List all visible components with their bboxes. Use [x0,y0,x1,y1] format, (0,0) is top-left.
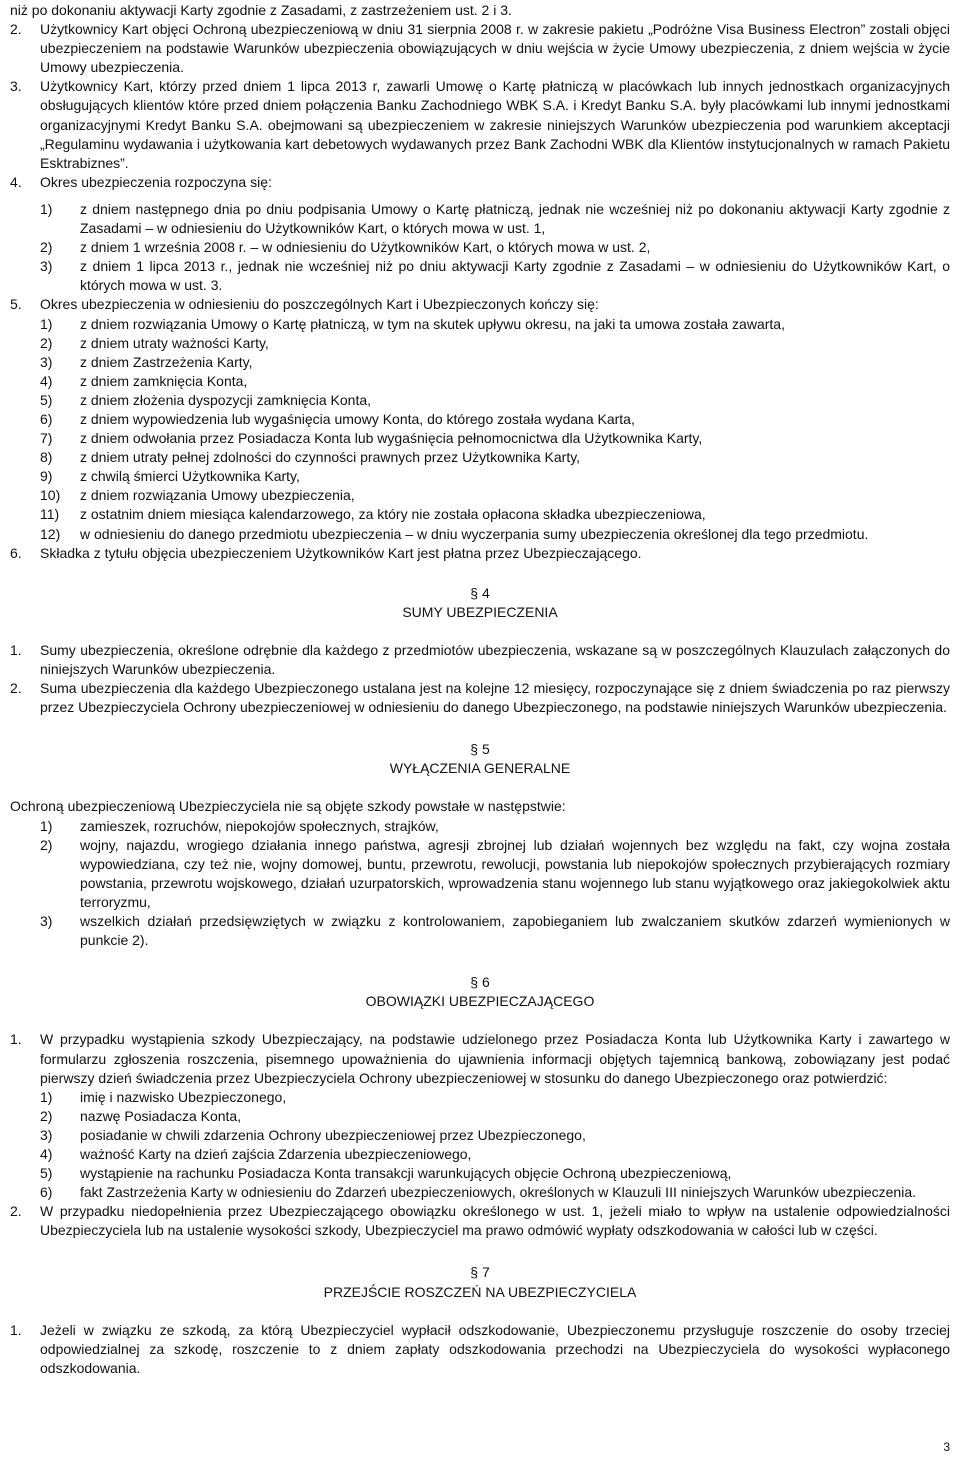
item-text: z dniem rozwiązania Umowy o Kartę płatniczą, w tym na skutek upływu okresu, na jaki ta umowa została zawarta, [80,315,785,332]
item-number: 12) [40,525,61,542]
clause-5-item-4 [10,372,950,391]
item-number: 2) [40,836,53,853]
clause-5-item-6 [10,410,950,429]
clause-text: Użytkownicy Kart objęci Ochroną ubezpieczeniową w dniu 31 sierpnia 2008 r. w zakresie pakietu „Podróżne Visa Business Electron” zostali objęci ubezpieczeniem na podstawie Warunków ubezpieczenia obowiązujących w dniu wejścia w życie Umowy ubezpieczenia, z dniem wejścia w życie Umowy ubezpieczenia. [40,21,950,76]
item-number: 3) [40,913,53,930]
clause-text: Okres ubezpieczenia w odniesieniu do poszczególnych Kart i Ubezpieczonych kończy się: [40,296,599,313]
item-text: ważność Karty na dzień zajścia Zdarzenia ubezpieczeniowego, [80,1145,472,1162]
item-number: 6) [40,410,53,427]
clause-3 [10,77,950,172]
clause-6 [10,544,950,563]
clause-5-item-3 [10,353,950,372]
item-text: wystąpienie na rachunku Posiadacza Konta transakcji warunkujących objęcie Ochroną ubezpieczeniową, [80,1165,732,1182]
section-6-clause-1-item-6 [10,1183,950,1202]
section-number: § 4 [470,584,490,601]
section-5-item-3 [10,912,950,950]
clause-text: W przypadku wystąpienia szkody Ubezpieczający, na podstawie udzielonego przez Posiadacza Konta lub Użytkownika Karty i zawartego w formularzu zgłoszenia roszczenia, pisemnego upoważnienia do ujawnienia informacji objętych tajemnicą bankową, zobowiązany jest podać pierwszy dzień świadczenia przez Ubezpieczyciela Ochrony ubezpieczeniowej w stosunku do danego Ubezpieczonego oraz potwierdzić: [40,1031,950,1086]
clause-text: Użytkownicy Kart, którzy przed dniem 1 lipca 2013 r, zawarli Umowę o Kartę płatniczą w placówkach lub innych jednostkach organizacyjnych obsługujących klientów które przed dniem połączenia Banku Zachodniego WBK S.A. i Kredyt Banku S.A. były placówkami lub innymi jednostkami organizacyjnymi Kredyt Banku S.A. obejmowani są ubezpieczeniem w zakresie niniejszych Warunków ubezpieczenia pod warunkiem akceptacji „Regulaminu wydawania i użytkowania kart debetowych wydawanych przez Bank Zachodni WBK dla Klientów instytucjonalnych w ramach Pakietu Esktrabiznes”. [40,78,950,171]
item-text: fakt Zastrzeżenia Karty w odniesieniu do Zdarzeń ubezpieczeniowych, określonych w Klauzuli III niniejszych Warunków ubezpieczenia. [80,1184,917,1201]
item-text: z dniem złożenia dyspozycji zamknięcia Konta, [80,391,372,408]
section-title: WYŁĄCZENIA GENERALNE [389,760,571,777]
section-5-intro: Ochroną ubezpieczeniową Ubezpieczyciela nie są objęte szkody powstałe w następstwie: [10,798,566,815]
clause-text: Sumy ubezpieczenia, określone odrębnie dla każdego z przedmiotów ubezpieczenia, wskazane są w poszczególnych Klauzulach załączonych do niniejszych Warunków ubezpieczenia. [40,641,950,677]
section-title: OBOWIĄZKI UBEZPIECZAJĄCEGO [365,993,595,1010]
item-text: z dniem utraty ważności Karty, [80,334,269,351]
section-number: § 6 [470,974,490,991]
lead-paragraph: niż po dokonaniu aktywacji Karty zgodnie z Zasadami, z zastrzeżeniem ust. 2 i 3. [10,2,512,18]
item-text: z dniem 1 września 2008 r. – w odniesieniu do Użytkowników Kart, o których mowa w ust. 2, [80,239,651,256]
item-number: 1) [40,200,53,217]
section-6-clause-1-item-1 [10,1088,950,1107]
section-title: SUMY UBEZPIECZENIA [402,603,558,620]
item-number: 3) [40,258,53,275]
section-heading-7 [10,1263,950,1301]
item-text: imię i nazwisko Ubezpieczonego, [80,1088,287,1105]
section-heading-6 [10,973,950,1011]
item-text: z dniem Zastrzeżenia Karty, [80,353,253,370]
clause-5-item-12 [10,525,950,544]
clause-text: Jeżeli w związku ze szkodą, za którą Ubezpieczyciel wypłacił odszkodowanie, Ubezpieczonemu przysługuje roszczenie do osoby trzeciej odpowiedzialnej za szkodę, roszczenie to z dniem zapłaty odszkodowania przechodzi na Ubezpieczyciela do wysokości wypłaconego odszkodowania. [40,1321,950,1376]
section-number: § 5 [470,741,490,758]
item-text: wojny, najazdu, wrogiego działania innego państwa, agresji zbrojnej lub działań wojennych bez względu na fakt, czy wojna została wypowiedziana, czy też nie, wojny domowej, buntu, przewrotu, rewolucji, powstania lub niepokojów społecznych przybierających rozmiary powstania, przewrotu wojskowego, działań uzurpatorskich, wprowadzenia stanu wojennego lub stanu wyjątkowego oraz jakiegokolwiek aktu terroryzmu, [80,836,950,910]
clause-4-item-1 [10,200,950,238]
item-text: z dniem 1 lipca 2013 r., jednak nie wcześniej niż po dniu aktywacji Karty zgodnie z Zasadami – w odniesieniu do Użytkowników Kart, o których mowa w ust. 3. [80,258,950,294]
clause-5-item-2 [10,334,950,353]
clause-number: 2. [10,21,22,38]
section-4-clause-1 [10,641,950,679]
section-heading-4 [10,584,950,622]
section-6-clause-1-item-3 [10,1126,950,1145]
section-5-item-2 [10,836,950,912]
clause-number: 5. [10,296,22,313]
clause-text: W przypadku niedopełnienia przez Ubezpieczającego obowiązku określonego w ust. 1, jeżeli miało to wpływ na ustalenie odpowiedzialności Ubezpieczyciela lub na ustalenie wysokości szkody, Ubezpieczyciel ma prawo odmówić wypłaty odszkodowania w całości lub w części. [40,1203,950,1239]
clause-number: 4. [10,173,22,190]
clause-number: 2. [10,1203,22,1220]
page-number: 3 [943,1439,950,1454]
section-6-clause-2 [10,1202,950,1240]
section-7-clause-1 [10,1321,950,1378]
clause-5-item-7 [10,429,950,448]
item-number: 9) [40,468,53,485]
section-6-clause-1 [10,1030,950,1087]
section-5-item-1 [10,817,950,836]
clause-text: Okres ubezpieczenia rozpoczyna się: [40,173,272,190]
item-text: z dniem następnego dnia po dniu podpisania Umowy o Kartę płatniczą, jednak nie wcześniej niż po dokonaniu aktywacji Karty zgodnie z Zasadami – w odniesieniu do Użytkowników Kart, o których mowa w ust. 1, [80,200,950,237]
item-number: 2) [40,1107,53,1124]
item-text: wszelkich działań przedsięwziętych w związku z kontrolowaniem, zapobieganiem lub zwalczaniem skutków zdarzeń wymienionych w punkcie 2). [80,913,950,949]
item-number: 3) [40,1126,53,1143]
item-text: zamieszek, rozruchów, niepokojów społecznych, strajków, [80,817,439,834]
item-number: 3) [40,353,53,370]
item-text: nazwę Posiadacza Konta, [80,1107,242,1124]
item-text: w odniesieniu do danego przedmiotu ubezpieczenia – w dniu wyczerpania sumy ubezpieczenia określonej dla tego przedmiotu. [80,525,869,542]
item-number: 2) [40,239,53,256]
item-text: z dniem wypowiedzenia lub wygaśnięcia umowy Konta, do którego została wydana Karta, [80,410,635,427]
item-number: 1) [40,315,53,332]
section-heading-5 [10,740,950,778]
item-number: 8) [40,449,53,466]
item-number: 7) [40,430,53,447]
clause-number: 2. [10,680,22,697]
clause-text: Suma ubezpieczenia dla każdego Ubezpieczonego ustalana jest na kolejne 12 miesięcy, rozpoczynające się z dniem świadczenia po raz pierwszy przez Ubezpieczyciela Ochrony ubezpieczeniowej w odniesieniu do danego Ubezpieczonego, na podstawie niniejszych Warunków ubezpieczenia. [40,680,950,716]
clause-2 [10,20,950,77]
section-4-clause-2 [10,679,950,717]
item-number: 4) [40,372,53,389]
item-text: z dniem odwołania przez Posiadacza Konta lub wygaśnięcia pełnomocnictwa dla Użytkownika Karty, [80,430,703,447]
item-number: 6) [40,1184,53,1201]
section-number: § 7 [470,1264,490,1281]
clause-5-item-1 [10,315,950,334]
clause-number: 3. [10,78,22,95]
item-text: z dniem utraty pełnej zdolności do czynności prawnych przez Użytkownika Karty, [80,449,581,466]
clause-text: Składka z tytułu objęcia ubezpieczeniem Użytkowników Kart jest płatna przez Ubezpieczającego. [40,544,642,561]
item-text: z dniem rozwiązania Umowy ubezpieczenia, [80,487,355,504]
clause-number: 1. [10,1031,22,1048]
section-6-clause-1-item-5 [10,1164,950,1183]
clause-4 [10,173,950,192]
section-6-clause-1-item-2 [10,1107,950,1126]
item-number: 5) [40,1165,53,1182]
item-number: 5) [40,391,53,408]
clause-5-item-10 [10,486,950,505]
item-number: 1) [40,1088,53,1105]
clause-4-item-2 [10,238,950,257]
section-title: PRZEJŚCIE ROSZCZEŃ NA UBEZPIECZYCIELA [323,1283,637,1300]
clause-number: 1. [10,641,22,658]
item-text: posiadanie w chwili zdarzenia Ochrony ubezpieczeniowej przez Ubezpieczonego, [80,1126,586,1143]
item-text: z ostatnim dniem miesiąca kalendarzowego, za który nie została opłacona składka ubezpieczeniowa, [80,506,706,523]
item-number: 10) [40,487,61,504]
item-number: 2) [40,334,53,351]
item-number: 1) [40,817,53,834]
item-text: z chwilą śmierci Użytkownika Karty, [80,468,300,485]
section-6-clause-1-item-4 [10,1145,950,1164]
item-number: 11) [40,506,60,523]
clause-5-item-11 [10,505,950,524]
clause-5-item-5 [10,391,950,410]
clause-5 [10,295,950,314]
clause-number: 6. [10,544,22,561]
clause-4-item-3 [10,257,950,295]
clause-number: 1. [10,1321,22,1338]
clause-5-item-8 [10,448,950,467]
item-text: z dniem zamknięcia Konta, [80,372,248,389]
item-number: 4) [40,1145,53,1162]
clause-5-item-9 [10,467,950,486]
